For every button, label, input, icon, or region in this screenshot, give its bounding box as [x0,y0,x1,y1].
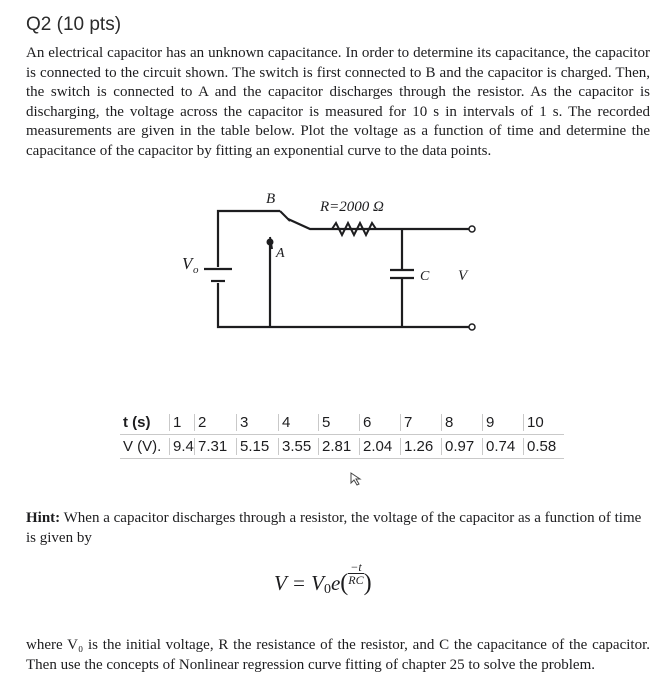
table-cell: 3.55 [279,438,319,455]
formula-equals: = [286,571,312,595]
formula-exponent [348,561,363,586]
circuit-diagram [160,185,490,345]
table-row-time [120,411,564,434]
question-title: Q2 (10 pts) [26,14,122,35]
label-source-sub: o [193,264,199,276]
table-cell: 5 [319,414,360,431]
table-header-voltage: V (V). [120,438,170,455]
table-cell: 0.74 [483,438,524,455]
circuit-wires [218,211,470,327]
formula-lhs: V [274,571,287,595]
capacitor-symbol [390,270,414,278]
table-cell: 0.58 [527,438,557,455]
battery-symbol [204,269,232,281]
terminal-bottom [469,324,475,330]
label-source: V [182,254,193,273]
table-cell: 2.81 [319,438,360,455]
closing-text: where V₀ is the initial voltage, R the resistance of the resistor, and C the capacitance of the capacitor. Then use the concepts of Nonlinear regression curve fitting of chapter 25 to solve the problem. [26,637,650,673]
table-cell: 9 [483,414,524,431]
table-cell: 5.15 [237,438,279,455]
problem-statement: An electrical capacitor has an unknown capacitance. In order to determine its capacitance, the capacitor is connected to the circuit shown. The switch is first connected to B and the capacitor is charged. Then, the switch is connected to A and the capacitor discharges through the resistor. As the capacitor is discharging, the voltage across the capacitor is measured for 10 s in intervals of 1 s. The recorded measurements are given in the table below. Plot the voltage as a function of time and determine the capacitance of the capacitor by fitting an exponential curve to the data points. [26,45,650,159]
label-b: B [266,191,276,207]
terminal-top [469,226,475,232]
switch-symbol [268,211,291,249]
formula-v0: V [311,571,324,595]
table-cell: 4 [279,414,319,431]
table-cell: 6 [360,414,401,431]
formula-e: e [330,571,341,595]
table-cell: 3 [237,414,279,431]
table-cell: 2.04 [360,438,401,455]
table-cell: 0.97 [442,438,483,455]
table-cell: 1 [170,414,195,431]
table-cell: 2 [195,414,237,431]
label-voltage: V [458,268,468,284]
formula-exponent-den: RC [348,573,364,587]
table-cell: 8 [442,414,483,431]
table-cell: 9.4 [170,438,195,455]
table-cell: 10 [527,414,544,431]
data-table [120,411,564,459]
formula-v0-sub: 0 [323,582,331,597]
hint-body: When a capacitor discharges through a resistor, the voltage of the capacitor as a function of time is given by [26,510,642,546]
table-cell: 1.26 [401,438,442,455]
hint-text [26,509,646,548]
table-cell: 7 [401,414,442,431]
hint-label: Hint: [26,510,61,526]
table-header-time: t (s) [120,414,170,431]
mouse-cursor-icon [350,472,362,486]
label-a: A [276,246,285,261]
table-row-voltage [120,434,564,459]
label-resistor: R=2000 Ω [320,199,384,215]
label-capacitor: C [420,269,430,284]
formula-exponent-num: −t [350,560,362,574]
discharge-formula: $V = V_0e$( $\frac{-t}{RC}$ ) [274,560,372,597]
table-cell: 7.31 [195,438,237,455]
